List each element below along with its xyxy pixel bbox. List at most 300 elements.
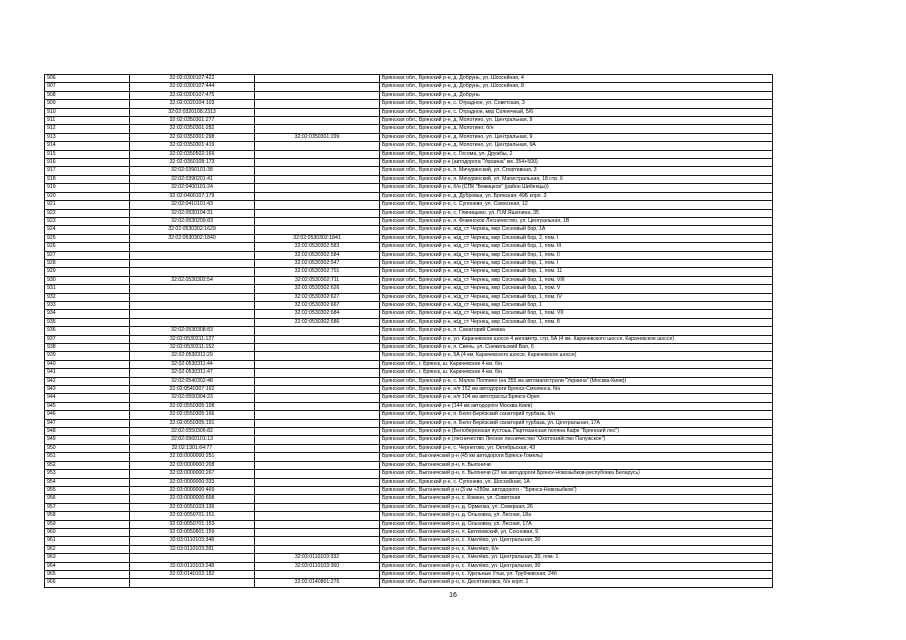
address-cell: Брянская обл., Брянский р-н, ж/д_ст Чернец, мкр Сосновый бор, 1, пом. IV	[380, 293, 773, 301]
row-number-cell: 955	[45, 486, 130, 494]
address-cell: Брянская обл., Брянский р-н, ж/д_ст Чернец, мкр Сосновый бор, 1А	[380, 226, 773, 234]
row-number-cell: 926	[45, 243, 130, 251]
cadastral-number-1-cell: 32:02:0300107:475	[130, 91, 255, 99]
cadastral-number-2-cell: 32:02:0530302:686	[255, 318, 380, 326]
row-number-cell: 938	[45, 344, 130, 352]
table-row	[45, 453, 773, 461]
row-number-cell: 944	[45, 394, 130, 402]
page-number: 16	[449, 592, 457, 599]
cadastral-number-2-cell	[255, 184, 380, 192]
address-cell: Брянская обл., Брянский р-н, п. Мичуринский, ул. Магистральная, 18 стр. 6	[380, 175, 773, 183]
cadastral-number-1-cell: 32:02:0560101:13	[130, 436, 255, 444]
row-number-cell: 914	[45, 142, 130, 150]
address-cell: Брянская обл., Брянский р-н, д. Добрунь, ул. Шоссейная, 8	[380, 83, 773, 91]
table-row	[45, 201, 773, 209]
table-row	[45, 495, 773, 503]
table-row	[45, 486, 773, 494]
table-row	[45, 528, 773, 536]
cadastral-number-1-cell: 32:02:0400107:179	[130, 192, 255, 200]
row-number-cell: 937	[45, 335, 130, 343]
cadastral-number-1-cell: 32:02:0320104:103	[130, 100, 255, 108]
row-number-cell: 910	[45, 108, 130, 116]
cadastral-number-1-cell: 32:02:0530104:31	[130, 209, 255, 217]
cadastral-number-1-cell: 32:03:0110103:248	[130, 562, 255, 570]
row-number-cell: 929	[45, 268, 130, 276]
table-row	[45, 209, 773, 217]
cadastral-number-1-cell	[130, 301, 255, 309]
cadastral-number-2-cell	[255, 470, 380, 478]
table-row	[45, 159, 773, 167]
address-cell: Брянская обл., Брянский р-н, д. Добрунь	[380, 91, 773, 99]
cadastral-number-2-cell	[255, 495, 380, 503]
table-row	[45, 369, 773, 377]
row-number-cell: 927	[45, 251, 130, 259]
address-cell: Брянская обл., Брянский р-н, ж/д_ст Чернец, мкр Сосновый бор, 1, пом. 8	[380, 318, 773, 326]
address-cell: Брянская обл., Брянский р-н, ж/д_ст Чернец, мкр Сосновый бор, 1, пом. V	[380, 285, 773, 293]
row-number-cell: 963	[45, 554, 130, 562]
cadastral-number-2-cell	[255, 327, 380, 335]
table-row	[45, 310, 773, 318]
address-cell: Брянская обл., Брянский р-н, д. Молотино, ул. Центральная, 9А	[380, 142, 773, 150]
cadastral-number-1-cell: 32:03:0050701:151	[130, 512, 255, 520]
address-cell: Брянская обл., Выгоничский р-н, д. Орменка, ул. Северная, 26	[380, 503, 773, 511]
address-cell: Брянская обл., Брянский р-н (144 км автодороги Москва-Киев)	[380, 402, 773, 410]
cadastral-number-2-cell	[255, 75, 380, 83]
cadastral-number-2-cell: 32:02:0530302:701	[255, 268, 380, 276]
cadastral-number-2-cell: 32:02:0140801:276	[255, 579, 380, 587]
cadastral-number-1-cell: 32:03:0000000:251	[130, 453, 255, 461]
cadastral-number-2-cell	[255, 159, 380, 167]
table-row	[45, 428, 773, 436]
cadastral-number-2-cell	[255, 175, 380, 183]
cadastral-number-1-cell	[130, 251, 255, 259]
table-row	[45, 268, 773, 276]
row-number-cell: 923	[45, 217, 130, 225]
cadastral-number-1-cell: 32:03:0050103:136	[130, 503, 255, 511]
table-row	[45, 259, 773, 267]
row-number-cell: 943	[45, 386, 130, 394]
address-cell: Брянская обл., Брянский р-н, с. Супонево, ул. Шоссейная, 1А	[380, 478, 773, 486]
address-cell: Брянская обл., Брянский р-н, с. Чернетово, ул. Октябрьская, 43	[380, 444, 773, 452]
cadastral-number-2-cell	[255, 100, 380, 108]
table-row	[45, 234, 773, 242]
cadastral-number-1-cell: 32:02:0350301:282	[130, 125, 255, 133]
table-row	[45, 192, 773, 200]
row-number-cell: 941	[45, 369, 130, 377]
table-row	[45, 419, 773, 427]
table-row	[45, 377, 773, 385]
cadastral-number-1-cell	[130, 310, 255, 318]
address-cell: Брянская обл., Брянский р-н, п. Бело-Берёзский санаторий турбаза, б/н	[380, 411, 773, 419]
cadastral-number-2-cell	[255, 117, 380, 125]
table-row	[45, 503, 773, 511]
cadastral-number-2-cell	[255, 335, 380, 343]
address-cell: Брянская обл., Выгоничский р-н, п. Выгоничи (27 км автодороги Брянск-Новозыбков-республика Беларусь)	[380, 470, 773, 478]
cadastral-number-1-cell: 32:02:0400101:24	[130, 184, 255, 192]
table-row	[45, 520, 773, 528]
table-row	[45, 554, 773, 562]
cadastral-number-1-cell	[130, 579, 255, 587]
row-number-cell: 952	[45, 461, 130, 469]
table-row	[45, 562, 773, 570]
row-number-cell: 919	[45, 184, 130, 192]
row-number-cell: 911	[45, 117, 130, 125]
cadastral-number-1-cell	[130, 554, 255, 562]
table-row	[45, 91, 773, 99]
table-row	[45, 386, 773, 394]
table-row	[45, 402, 773, 410]
row-number-cell: 909	[45, 100, 130, 108]
table-row	[45, 318, 773, 326]
cadastral-number-1-cell: 32:02:0530311:44	[130, 360, 255, 368]
cadastral-number-1-cell: 32:02:0300107:444	[130, 83, 255, 91]
cadastral-number-2-cell: 32:03:0110103:332	[255, 554, 380, 562]
address-cell: Брянская обл., Брянский р-н, ж/д_ст Чернец, мкр Сосновый бор, 1, пом. VIII	[380, 276, 773, 284]
row-number-cell: 957	[45, 503, 130, 511]
cadastral-number-2-cell	[255, 150, 380, 158]
cadastral-number-1-cell: 32:03:0000000:698	[130, 495, 255, 503]
cadastral-number-2-cell	[255, 386, 380, 394]
cadastral-number-2-cell: 32:02:0530302:684	[255, 310, 380, 318]
cadastral-number-1-cell: 32:03:0000000:333	[130, 478, 255, 486]
address-cell: Брянская обл., Брянский р-н, п. Бело-Берёзский санаторий турбаза, ул. Центральная, 17А	[380, 419, 773, 427]
cadastral-number-2-cell	[255, 91, 380, 99]
cadastral-number-1-cell: 32:02:0390101:38	[130, 167, 255, 175]
address-cell: Брянская обл., Выгоничский р-н, с. Хмелёво, ул. Центральная, 30, пом. 1	[380, 554, 773, 562]
address-cell: Брянская обл., г. Брянск, ш. Карачевское 4 км. б/н	[380, 369, 773, 377]
row-number-cell: 907	[45, 83, 130, 91]
cadastral-number-1-cell: 32:02:0350301:277	[130, 117, 255, 125]
cadastral-number-1-cell	[130, 293, 255, 301]
row-number-cell: 939	[45, 352, 130, 360]
cadastral-number-2-cell	[255, 209, 380, 217]
cadastral-number-2-cell: 32:02:0530302:583	[255, 243, 380, 251]
row-number-cell: 921	[45, 201, 130, 209]
address-cell: Брянская обл., Брянский р-н, ж/д_ст Чернец, мкр Сосновый бор, 1, пом. III	[380, 243, 773, 251]
address-cell: Брянская обл., Выгоничский р-н, с. Хмелёво, б/н	[380, 545, 773, 553]
cadastral-number-2-cell	[255, 411, 380, 419]
row-number-cell: 942	[45, 377, 130, 385]
cadastral-number-2-cell: 32:03:0110103:360	[255, 562, 380, 570]
address-cell: Брянская обл., Брянский р-н, ж/д_ст Чернец, мкр Сосновый бор, 1, пом. I	[380, 259, 773, 267]
cadastral-number-1-cell: 32:02:0350502:169	[130, 150, 255, 158]
row-number-cell: 915	[45, 150, 130, 158]
row-number-cell: 940	[45, 360, 130, 368]
cadastral-number-2-cell	[255, 201, 380, 209]
address-cell: Брянская обл., Брянский р-н, с. Отрадное, ул. Советская, 3	[380, 100, 773, 108]
address-cell: Брянская обл., Выгоничский р-н, д. Ольховка, ул. Лесная, 17А	[380, 520, 773, 528]
row-number-cell: 950	[45, 444, 130, 452]
cadastral-number-1-cell	[130, 259, 255, 267]
table-row	[45, 100, 773, 108]
cadastral-number-1-cell: 32:02:0530302:1629	[130, 226, 255, 234]
row-number-cell: 918	[45, 175, 130, 183]
cadastral-number-2-cell: 32:02:0530302:584	[255, 251, 380, 259]
table-row	[45, 150, 773, 158]
cadastral-number-2-cell	[255, 512, 380, 520]
row-number-cell: 920	[45, 192, 130, 200]
row-number-cell: 945	[45, 402, 130, 410]
address-cell: Брянская обл., Брянский р-н, п. Фокинское Лесничество, ул. Центральная, 1В	[380, 217, 773, 225]
cadastral-number-2-cell: 32:02:0530302:547	[255, 259, 380, 267]
address-cell: Брянская обл., Брянский р-н, п. Санаторий Снежка	[380, 327, 773, 335]
table-row	[45, 327, 773, 335]
cadastral-number-1-cell: 32:02:0550306:82	[130, 428, 255, 436]
cadastral-number-2-cell	[255, 528, 380, 536]
row-number-cell: 930	[45, 276, 130, 284]
cadastral-number-1-cell	[130, 243, 255, 251]
table-row	[45, 360, 773, 368]
address-cell: Брянская обл., Брянский р-н, ж/д_ст Чернец, мкр Сосновый бор, 1, пом. VII	[380, 310, 773, 318]
table-row	[45, 301, 773, 309]
row-number-cell: 958	[45, 512, 130, 520]
address-cell: Брянская обл., Выгоничский р-н, д. Ольховка, ул. Лесная, 18а	[380, 512, 773, 520]
row-number-cell: 949	[45, 436, 130, 444]
address-cell: Брянская обл., Брянский р-н, ж/д_ст Чернец, мкр Сосновый бор, 2, пом. I	[380, 234, 773, 242]
cadastral-number-2-cell: 32:02:0350301:299	[255, 133, 380, 141]
cadastral-number-1-cell	[130, 285, 255, 293]
address-cell: Брянская обл., Брянский р-н, с. Глинищево, ул. П.М.Яшенина, 35	[380, 209, 773, 217]
cadastral-number-2-cell	[255, 402, 380, 410]
address-cell: Брянская обл., Выгоничский р-н (45 км автодороги Брянск-Гомель)	[380, 453, 773, 461]
table-row	[45, 167, 773, 175]
cadastral-number-1-cell: 32:02:0530302:1840	[130, 234, 255, 242]
cadastral-number-1-cell: 32:02:0410101:43	[130, 201, 255, 209]
table-row	[45, 344, 773, 352]
cadastral-number-2-cell	[255, 352, 380, 360]
table-row	[45, 444, 773, 452]
address-cell: Брянская обл., Брянский р-н, д. Добрунь, ул. Шоссейная, 4	[380, 75, 773, 83]
cadastral-number-2-cell	[255, 486, 380, 494]
cadastral-number-1-cell: 32:02:0390201:41	[130, 175, 255, 183]
table-row	[45, 436, 773, 444]
cadastral-number-2-cell	[255, 360, 380, 368]
table-row	[45, 184, 773, 192]
row-number-cell: 916	[45, 159, 130, 167]
table-row	[45, 243, 773, 251]
address-cell: Брянская обл., Брянский р-н, ж/д_ст Чернец, мкр Сосновый бор, 1, пом. 11	[380, 268, 773, 276]
cadastral-number-2-cell: 32:02:0530302:627	[255, 293, 380, 301]
address-cell: Брянская обл., Выгоничский р-н, с. Хмелёво, ул. Центральная, 30	[380, 562, 773, 570]
table-row	[45, 133, 773, 141]
cadastral-number-2-cell	[255, 83, 380, 91]
cadastral-number-2-cell	[255, 108, 380, 116]
cadastral-number-1-cell: 32:02:0530311:127	[130, 335, 255, 343]
cadastral-number-2-cell	[255, 394, 380, 402]
table-row	[45, 478, 773, 486]
cadastral-number-2-cell	[255, 428, 380, 436]
address-cell: Брянская обл., Выгоничский р-н, с. Хмелёво, ул. Центральная, 30	[380, 537, 773, 545]
address-cell: Брянская обл., Выгоничский р-н, п. Евтиховский, ул. Сосновая, 9	[380, 528, 773, 536]
row-number-cell: 932	[45, 293, 130, 301]
row-number-cell: 966	[45, 579, 130, 587]
cadastral-number-2-cell	[255, 537, 380, 545]
cadastral-number-2-cell	[255, 478, 380, 486]
cadastral-number-2-cell	[255, 192, 380, 200]
cadastral-number-2-cell: 32:02:0530302:626	[255, 285, 380, 293]
cadastral-number-1-cell: 32:02:0530209:83	[130, 217, 255, 225]
cadastral-number-1-cell: 32:02:0530311:152	[130, 344, 255, 352]
cadastral-number-1-cell: 32:03:0000000:267	[130, 470, 255, 478]
table-row	[45, 537, 773, 545]
cadastral-number-2-cell	[255, 461, 380, 469]
table-row	[45, 276, 773, 284]
row-number-cell: 956	[45, 495, 130, 503]
address-cell: Брянская обл., Брянский р-н, с. Супонево, ул. Совхозная, 12	[380, 201, 773, 209]
cadastral-number-2-cell	[255, 545, 380, 553]
cadastral-number-1-cell: 32:02:0550305:191	[130, 419, 255, 427]
register-table	[44, 74, 773, 588]
cadastral-number-2-cell: 32:02:0530302:711	[255, 276, 380, 284]
row-number-cell: 964	[45, 562, 130, 570]
address-cell: Брянская обл., Брянский р-н, д. Дубровка, ул. Брянская, 49Б корп. 3	[380, 192, 773, 200]
address-cell: Брянская обл., Брянский р-н, п. Мичуринский, ул. Спортивная, 3	[380, 167, 773, 175]
table-row	[45, 461, 773, 469]
register-table-body	[45, 75, 773, 588]
table-row	[45, 226, 773, 234]
row-number-cell: 936	[45, 327, 130, 335]
cadastral-number-2-cell: 32:02:0530302:667	[255, 301, 380, 309]
address-cell: Брянская обл., Брянский р-н, н/п 104 км автотрассы Брянск-Орел	[380, 394, 773, 402]
table-row	[45, 75, 773, 83]
cadastral-number-1-cell: 32:02:0530302:54	[130, 276, 255, 284]
table-row	[45, 251, 773, 259]
address-cell: Брянская обл., Брянский р-н, д. Молотино, ул. Центральная, 9	[380, 133, 773, 141]
cadastral-number-1-cell	[130, 268, 255, 276]
row-number-cell: 951	[45, 453, 130, 461]
cadastral-number-2-cell	[255, 453, 380, 461]
row-number-cell: 925	[45, 234, 130, 242]
table-row	[45, 394, 773, 402]
address-cell: Брянская обл., Выгоничский р-н, с. Удельные Утьи, ул. Трубчевская, 24б	[380, 570, 773, 578]
row-number-cell: 908	[45, 91, 130, 99]
cadastral-number-2-cell	[255, 570, 380, 578]
row-number-cell: 912	[45, 125, 130, 133]
address-cell: Брянская обл., Выгоничский р-н, п. Десятниковск, б/н корп. 1	[380, 579, 773, 587]
row-number-cell: 924	[45, 226, 130, 234]
cadastral-number-1-cell: 32:02:0530311:47	[130, 369, 255, 377]
cadastral-number-1-cell: 32:02:0540307:192	[130, 386, 255, 394]
cadastral-number-1-cell	[130, 318, 255, 326]
address-cell: Брянская обл., г. Брянск, ш. Карачевское 4 км. б/н	[380, 360, 773, 368]
row-number-cell: 960	[45, 528, 130, 536]
address-cell: Брянская обл., Брянский р-н, б/н (СПК "Бежицкое" (район Шибенцы))	[380, 184, 773, 192]
cadastral-number-2-cell	[255, 436, 380, 444]
table-row	[45, 470, 773, 478]
address-cell: Брянская обл., Брянский р-н (лесничество Лесное лесничество "Охотхозяйство Палужское")	[380, 436, 773, 444]
cadastral-number-2-cell	[255, 419, 380, 427]
cadastral-number-1-cell: 32:02:1301:64:77	[130, 444, 255, 452]
row-number-cell: 948	[45, 428, 130, 436]
cadastral-number-2-cell	[255, 444, 380, 452]
table-row	[45, 335, 773, 343]
address-cell: Брянская обл., Брянский р-н, с. Малое Полпино (на 355 км автомагистрали "Украина" (Москва-Киев))	[380, 377, 773, 385]
cadastral-number-1-cell: 32:02:0540302:48	[130, 377, 255, 385]
table-row	[45, 293, 773, 301]
row-number-cell: 954	[45, 478, 130, 486]
table-row	[45, 108, 773, 116]
row-number-cell: 953	[45, 470, 130, 478]
row-number-cell: 961	[45, 537, 130, 545]
cadastral-number-1-cell: 32:02:0550304:23	[130, 394, 255, 402]
table-row	[45, 512, 773, 520]
cadastral-number-1-cell: 32:03:0050801:159	[130, 528, 255, 536]
table-row	[45, 411, 773, 419]
cadastral-number-1-cell: 32:03:0110103:281	[130, 545, 255, 553]
cadastral-number-2-cell	[255, 217, 380, 225]
cadastral-number-2-cell	[255, 167, 380, 175]
cadastral-number-2-cell	[255, 377, 380, 385]
cadastral-number-1-cell: 32:02:0300107:422	[130, 75, 255, 83]
address-cell: Брянская обл., Выгоничский р-н, с. Кокино, ул. Советская	[380, 495, 773, 503]
cadastral-number-2-cell	[255, 503, 380, 511]
table-row	[45, 579, 773, 587]
table-row	[45, 217, 773, 225]
cadastral-number-1-cell: 32:02:0530308:83	[130, 327, 255, 335]
cadastral-number-1-cell: 32:02:0320108:2313	[130, 108, 255, 116]
address-cell: Брянская обл., Брянский р-н, с. Госома, ул. Дружбы, 2	[380, 150, 773, 158]
cadastral-number-2-cell	[255, 142, 380, 150]
address-cell: Брянская обл., Брянский р-н, н/п 152 км автодороги Брянск-Смоленск, б/н	[380, 386, 773, 394]
cadastral-number-2-cell	[255, 520, 380, 528]
address-cell: Брянская обл., Брянский р-н, ул. Карачевское шоссе 4 километр, стр. 5А (4 км. Карачевского шоссе, Карачевское шоссе)	[380, 335, 773, 343]
cadastral-number-2-cell: 32:02:0530302:1841	[255, 234, 380, 242]
address-cell: Брянская обл., Брянский р-н, д. Молотино, ул. Центральная, 9	[380, 117, 773, 125]
table-row	[45, 570, 773, 578]
row-number-cell: 962	[45, 545, 130, 553]
table-row	[45, 117, 773, 125]
cadastral-number-2-cell	[255, 369, 380, 377]
cadastral-number-1-cell: 32:02:0530311:29	[130, 352, 255, 360]
address-cell: Брянская обл., Выгоничский р-н (3 км +250м. автодороги - "Брянск-Новозыбков")	[380, 486, 773, 494]
address-cell: Брянская обл., Выгоничский р-н, п. Выгоничи	[380, 461, 773, 469]
table-row	[45, 352, 773, 360]
row-number-cell: 947	[45, 419, 130, 427]
row-number-cell: 928	[45, 259, 130, 267]
address-cell: Брянская обл., Брянский р-н, д. Молотино, б/н	[380, 125, 773, 133]
address-cell: Брянская обл., Брянский р-н, с. Отрадное, мкр Солнечный, 5/6	[380, 108, 773, 116]
row-number-cell: 934	[45, 310, 130, 318]
cadastral-number-2-cell	[255, 226, 380, 234]
cadastral-number-1-cell: 32:03:0050701:153	[130, 520, 255, 528]
address-cell: Брянская обл., Брянский р-н, п. Свень, ул. Снежельский Вал, 6	[380, 344, 773, 352]
table-row	[45, 125, 773, 133]
cadastral-number-1-cell: 32:03:0000000:469	[130, 486, 255, 494]
cadastral-number-1-cell: 32:03:0110103:348	[130, 537, 255, 545]
cadastral-number-2-cell	[255, 125, 380, 133]
table-row	[45, 83, 773, 91]
row-number-cell: 931	[45, 285, 130, 293]
table-row	[45, 285, 773, 293]
row-number-cell: 935	[45, 318, 130, 326]
cadastral-number-1-cell: 32:03:0000000:208	[130, 461, 255, 469]
row-number-cell: 917	[45, 167, 130, 175]
row-number-cell: 946	[45, 411, 130, 419]
row-number-cell: 933	[45, 301, 130, 309]
address-cell: Брянская обл., Брянский р-н, ж/д_ст Чернец, мкр Сосновый бор, 1	[380, 301, 773, 309]
address-cell: Брянская обл., Брянский р-н (Белоберезская пустошь Партизанская поляна Кафе "Брянский лес")	[380, 428, 773, 436]
row-number-cell: 922	[45, 209, 130, 217]
address-cell: Брянская обл., Брянский р-н, ж/д_ст Чернец, мкр Сосновый бор, 1, пом. II	[380, 251, 773, 259]
address-cell: Брянская обл., Брянский р-н, 5А (4 км. Карачевского шоссе, Карачевское шоссе)	[380, 352, 773, 360]
row-number-cell: 913	[45, 133, 130, 141]
address-cell: Брянская обл., Брянский р-н (автодорога "Украина" км. 354+500)	[380, 159, 773, 167]
cadastral-number-1-cell: 32:02:0360108:173	[130, 159, 255, 167]
cadastral-number-1-cell: 32:03:0140102:182	[130, 570, 255, 578]
cadastral-number-2-cell	[255, 344, 380, 352]
table-row	[45, 545, 773, 553]
table-row	[45, 175, 773, 183]
